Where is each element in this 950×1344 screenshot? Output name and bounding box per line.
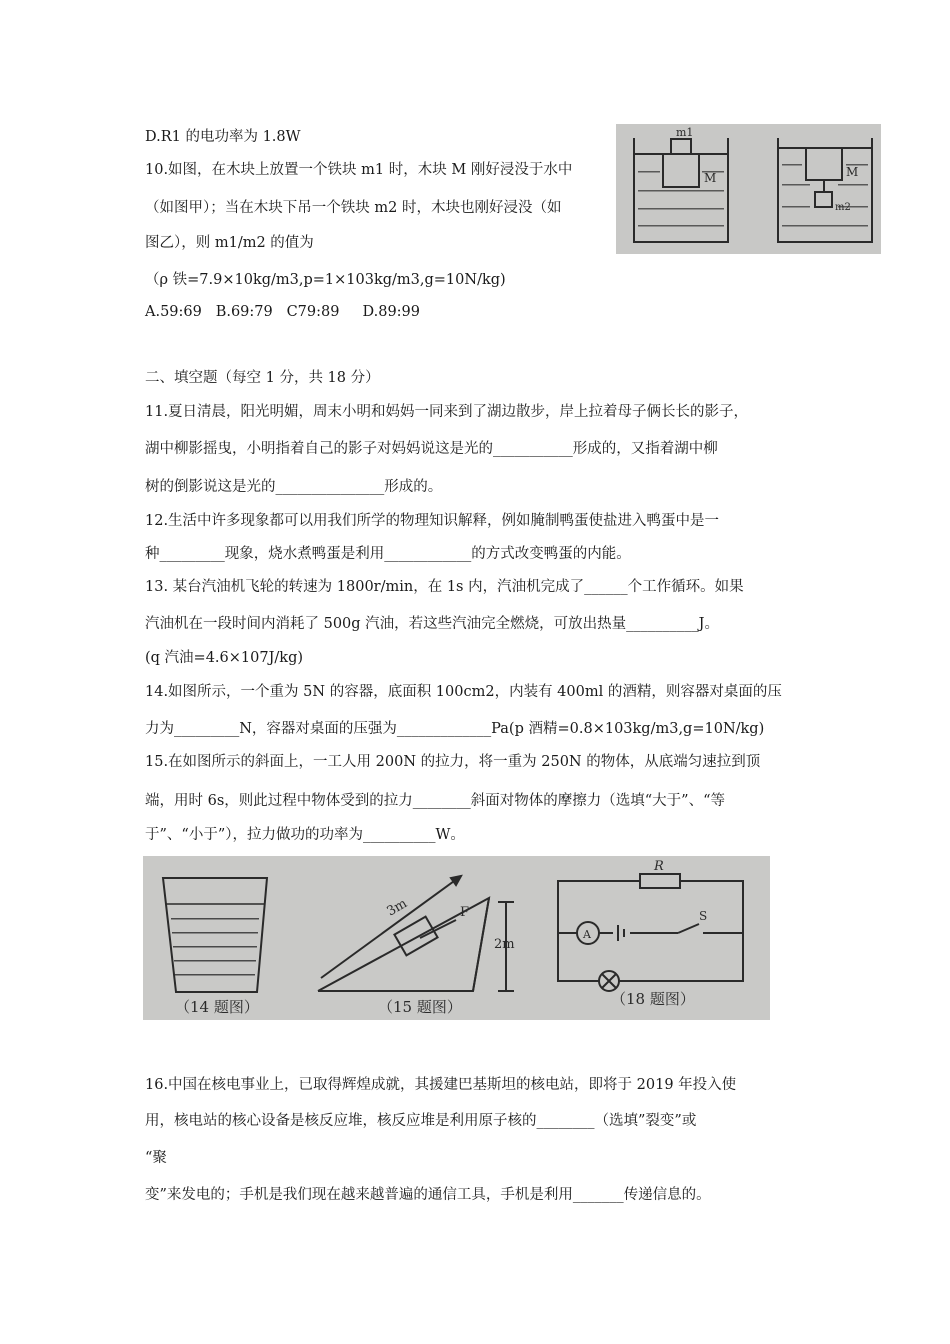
fig14-caption: （14 题图） [175, 998, 259, 1016]
q10-options: A.59:69 B.69:79 C79:89 D.89:99 [145, 304, 421, 320]
q15-line-1: 15.在如图所示的斜面上，一工人用 200N 的拉力，将一重为 250N 的物体，从底端匀速拉到顶 [145, 754, 761, 770]
section-2-title: 二、填空题（每空 1 分，共 18 分） [145, 370, 380, 386]
q15-line-2: 端，用时 6s，则此过程中物体受到的拉力________斜面对物体的摩擦力（选填“大于”、“等 [145, 793, 726, 809]
figures-14-15-18 [143, 856, 770, 1020]
q15-line-3: 于”、“小于”），拉力做功的功率为__________W。 [145, 827, 465, 843]
q10-line-4: （ρ 铁=7.9×10kg/m3,p=1×103kg/m3,g=10N/kg) [145, 272, 506, 288]
q13-line-2: 汽油机在一段时间内消耗了 500g 汽油，若这些汽油完全燃烧，可放出热量__________J。 [145, 616, 719, 632]
q11-line-2: 湖中柳影摇曳，小明指着自己的影子对妈妈说这是光的___________形成的，又指着湖中柳 [145, 441, 718, 457]
q16-line-1: 16.中国在核电事业上，已取得辉煌成就，其援建巴基斯坦的核电站，即将于 2019 年投入使 [145, 1077, 737, 1093]
q16-line-2: 用，核电站的核心设备是核反应堆，核反应堆是利用原子核的________（选填”裂变”或 [145, 1113, 697, 1129]
label-M-left: M [704, 171, 717, 185]
q12-line-2: 种_________现象，烧水煮鸭蛋是利用____________的方式改变鸭蛋的内能。 [145, 546, 631, 562]
q16-line-3: “聚 [145, 1150, 167, 1166]
label-m2: m2 [835, 202, 851, 213]
q11-line-1: 11.夏日清晨，阳光明媚，周末小明和妈妈一同来到了湖边散步，岸上拉着母子俩长长的影子， [145, 404, 749, 420]
q10-line-3: 图乙），则 m1/m2 的值为 [145, 235, 314, 251]
fig18-caption: （18 题图） [611, 990, 695, 1008]
ammeter-label: A [583, 928, 591, 941]
force-label: F [460, 905, 470, 920]
q12-line-1: 12.生活中许多现象都可以用我们所学的物理知识解释，例如腌制鸭蛋使盐进入鸭蛋中是一 [145, 513, 720, 529]
switch-label: S [699, 909, 708, 923]
label-M-right: M [846, 165, 859, 179]
incline-length-label: 3m [384, 896, 410, 920]
q13-line-3: (q 汽油=4.6×107J/kg) [145, 650, 304, 666]
q10-line-2: （如图甲）；当在木块下吊一个铁块 m2 时，木块也刚好浸没（如 [145, 200, 562, 216]
q13-line-1: 13. 某台汽油机飞轮的转速为 1800r/min，在 1s 内，汽油机完成了______个工作循环。如果 [145, 579, 744, 595]
fig15-caption: （15 题图） [378, 998, 462, 1016]
q14-line-2: 力为_________N，容器对桌面的压强为_____________Pa(p 酒精=0.8×103kg/m3,g=10N/kg) [145, 721, 765, 737]
q10-line-1: 10.如图，在木块上放置一个铁块 m1 时，木块 M 刚好浸没于水中 [145, 162, 573, 178]
q16-line-4: 变”来发电的；手机是我们现在越来越普遍的通信工具，手机是利用_______传递信息的。 [145, 1187, 711, 1203]
label-m1: m1 [676, 126, 694, 139]
q10-figure [616, 124, 881, 254]
height-label: 2m [494, 937, 515, 952]
q9-option-d: D.R1 的电功率为 1.8W [145, 129, 301, 145]
q11-line-3: 树的倒影说这是光的_______________形成的。 [145, 479, 443, 495]
resistor-label: R [654, 859, 664, 874]
q14-line-1: 14.如图所示，一个重为 5N 的容器，底面积 100cm2，内装有 400ml 的酒精，则容器对桌面的压 [145, 684, 782, 700]
